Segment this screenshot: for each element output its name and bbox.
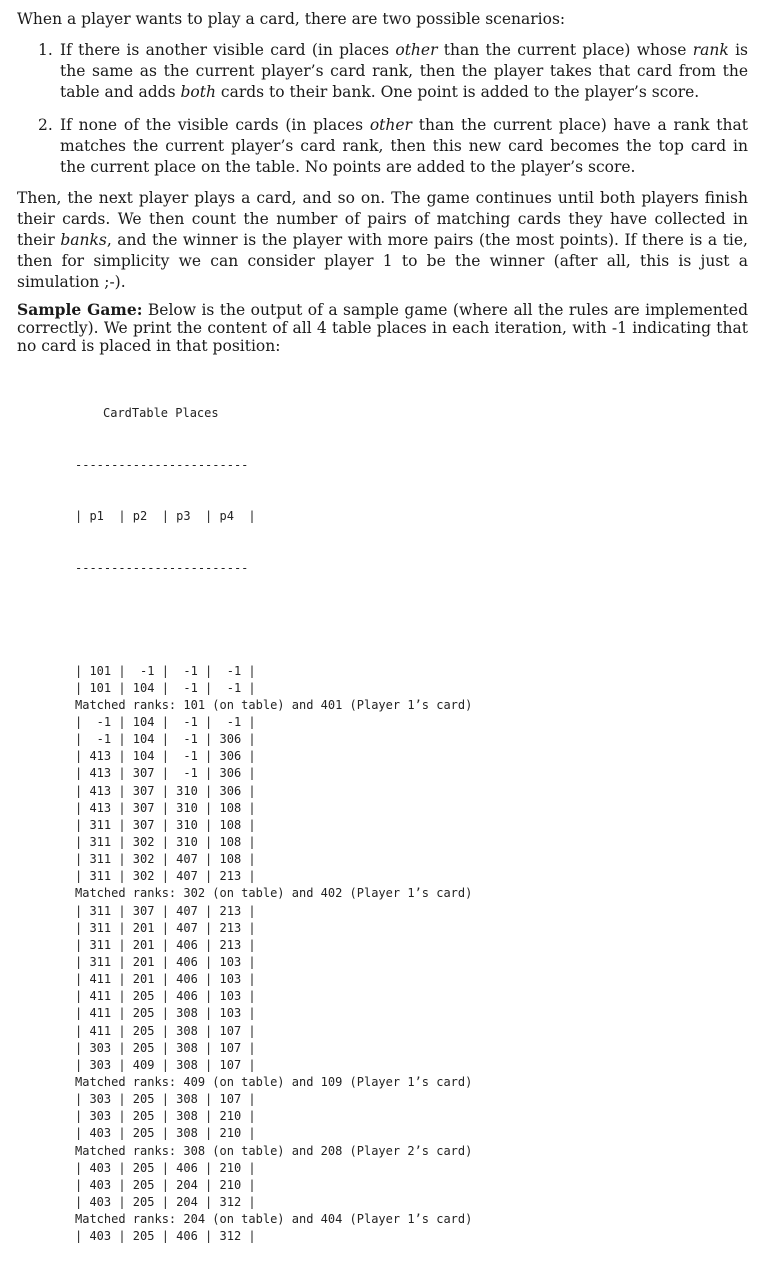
table-row: | 311 | 307 | 310 | 108 | — [75, 817, 256, 832]
match-line: Matched ranks: 308 (on table) and 208 (Player 2’s card) — [75, 1143, 473, 1158]
table-row: | 311 | 302 | 310 | 108 | — [75, 834, 256, 849]
code-title: CardTable Places — [103, 406, 219, 421]
table-row: | 413 | 307 | -1 | 306 | — [75, 766, 256, 781]
table-row: | 311 | 201 | 406 | 103 | — [75, 954, 256, 969]
scenario-number: 2. — [38, 116, 53, 134]
table-row: | 403 | 205 | 406 | 312 | — [75, 1229, 256, 1244]
table-row: | 413 | 307 | 310 | 306 | — [75, 783, 256, 798]
code-header: | p1 | p2 | p3 | p4 | — [75, 509, 256, 524]
table-row: | 303 | 409 | 308 | 107 | — [75, 1057, 256, 1072]
table-row: | 311 | 302 | 407 | 108 | — [75, 852, 256, 867]
table-row: | 411 | 205 | 406 | 103 | — [75, 989, 256, 1004]
table-row: | 311 | 307 | 407 | 213 | — [75, 903, 256, 918]
code-blank-line — [75, 611, 472, 628]
scenario-item-2 — [38, 115, 748, 178]
code-output-block — [75, 371, 472, 1280]
code-lines — [75, 663, 472, 1246]
intro-paragraph: When a player wants to play a card, there are two possible scenarios: — [17, 10, 566, 28]
code-separator: ------------------------ — [75, 457, 249, 472]
table-row: | 311 | 201 | 406 | 213 | — [75, 937, 256, 952]
match-line: Matched ranks: 101 (on table) and 401 (Player 1’s card) — [75, 697, 473, 712]
table-row: | -1 | 104 | -1 | 306 | — [75, 732, 256, 747]
match-line: Matched ranks: 204 (on table) and 404 (Player 1’s card) — [75, 1212, 473, 1227]
table-row: | 411 | 205 | 308 | 107 | — [75, 1023, 256, 1038]
table-row: | 403 | 205 | 406 | 210 | — [75, 1160, 256, 1175]
table-row: | 101 | 104 | -1 | -1 | — [75, 680, 256, 695]
code-separator: ------------------------ — [75, 560, 249, 575]
rules-paragraph: Then, the next player plays a card, and so on. The game continues until both players finish their cards. We then count the number of pairs of matching cards they have collected in their banks, and the winner is the player with more pairs (the most points). If there is a tie, then for simplicity we can consider player 1 to be the winner (after all, this is just a simulation ;-). — [17, 189, 748, 291]
table-row: | 413 | 104 | -1 | 306 | — [75, 749, 256, 764]
match-line: Matched ranks: 409 (on table) and 109 (Player 1’s card) — [75, 1074, 473, 1089]
table-row: | 311 | 201 | 407 | 213 | — [75, 920, 256, 935]
scenario-text: If none of the visible cards (in places other than the current place) have a rank that matches the current player’s card rank, then this new card becomes the top card in the current place on the table. No points are added to the player’s score. — [60, 116, 748, 176]
table-row: | 403 | 205 | 204 | 210 | — [75, 1177, 256, 1192]
table-row: | 311 | 302 | 407 | 213 | — [75, 869, 256, 884]
sample-game-paragraph: Sample Game: Below is the output of a sample game (where all the rules are implemented correctly). We print the content of all 4 table places in each iteration, with -1 indicating that no card is placed in that position: — [17, 300, 748, 355]
table-row: | 303 | 205 | 308 | 210 | — [75, 1109, 256, 1124]
table-row: | 403 | 205 | 204 | 312 | — [75, 1194, 256, 1209]
scenario-number: 1. — [38, 41, 53, 59]
table-row: | 411 | 201 | 406 | 103 | — [75, 972, 256, 987]
scenario-text: If there is another visible card (in places other than the current place) whose rank is the same as the current player’s card rank, then the player takes that card from the table and adds both cards to their bank. One point is added to the player’s score. — [60, 41, 748, 101]
table-row: | 411 | 205 | 308 | 103 | — [75, 1006, 256, 1021]
table-row: | 303 | 205 | 308 | 107 | — [75, 1040, 256, 1055]
table-row: | 403 | 205 | 308 | 210 | — [75, 1126, 256, 1141]
table-row: | 101 | -1 | -1 | -1 | — [75, 663, 256, 678]
table-row: | 303 | 205 | 308 | 107 | — [75, 1092, 256, 1107]
table-row: | -1 | 104 | -1 | -1 | — [75, 715, 256, 729]
match-line: Matched ranks: 302 (on table) and 402 (Player 1’s card) — [75, 886, 473, 901]
table-row: | 413 | 307 | 310 | 108 | — [75, 800, 256, 815]
sample-game-heading: Sample Game: — [17, 300, 143, 319]
scenario-item-1 — [38, 40, 748, 103]
